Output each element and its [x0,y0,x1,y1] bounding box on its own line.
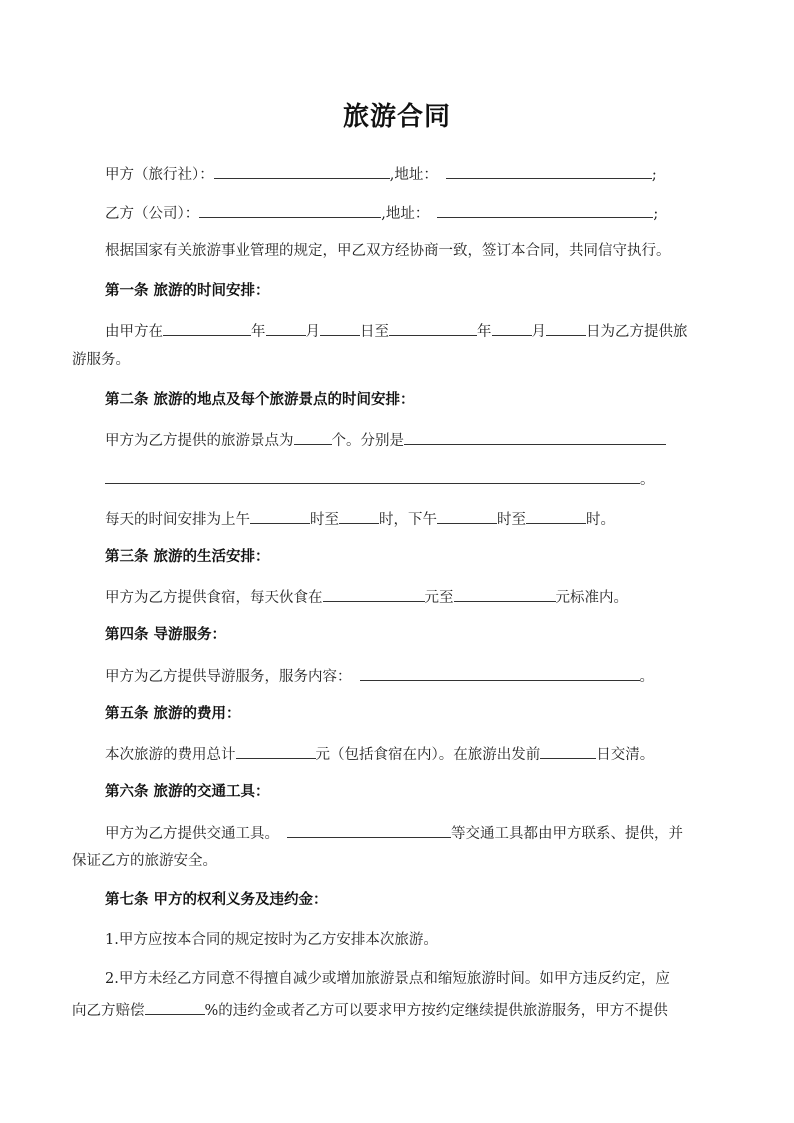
total-fee-blank[interactable] [236,743,316,759]
meal-max-blank[interactable] [454,586,556,602]
article-7-item-2: 2.甲方未经乙方同意不得擅自减少或增加旅游景点和缩短旅游时间。如甲方违反约定，应 [105,971,670,987]
article-6-text: 甲方为乙方提供交通工具。 等交通工具都由甲方联系、提供，并 [105,822,755,844]
guide-service-blank[interactable] [360,665,640,681]
article-1-heading: 第一条 旅游的时间安排： [105,282,270,299]
start-day-blank[interactable] [320,320,360,336]
am-end-blank[interactable] [339,508,379,524]
spots-list-blank-2[interactable] [105,468,640,484]
article-4-text: 甲方为乙方提供导游服务，服务内容： 。 [105,665,755,687]
article-7-item-2-cont: 向乙方赔偿 %的违约金或者乙方可以要求甲方按约定继续提供旅游服务，甲方不提供 [72,999,722,1021]
party-b-line: 乙方（公司）： ,地址： ; [105,202,755,224]
party-a-line: 甲方（旅行社）： ,地址： ; [105,163,755,185]
meal-min-blank[interactable] [323,586,425,602]
start-year-blank[interactable] [163,320,251,336]
article-7-heading: 第七条 甲方的权利义务及违约金： [105,891,328,908]
article-2-heading: 第二条 旅游的地点及每个旅游景点的时间安排： [105,391,415,408]
article-3-heading: 第三条 旅游的生活安排： [105,548,270,565]
pm-end-blank[interactable] [526,508,586,524]
am-start-blank[interactable] [250,508,310,524]
start-month-blank[interactable] [266,320,306,336]
article-6-heading: 第六条 旅游的交通工具： [105,783,270,800]
party-a-name-blank[interactable] [214,163,390,179]
article-2-schedule: 每天的时间安排为上午 时至 时，下午 时至 时。 [105,508,755,530]
article-6-text-cont: 保证乙方的旅游安全。 [72,853,217,869]
payment-days-blank[interactable] [540,743,596,759]
end-day-blank[interactable] [546,320,586,336]
spot-count-blank[interactable] [294,429,332,445]
article-4-heading: 第四条 导游服务： [105,626,227,643]
spots-list-blank[interactable] [404,429,666,445]
end-year-blank[interactable] [389,320,477,336]
preamble: 根据国家有关旅游事业管理的规定，甲乙双方经协商一致，签订本合同，共同信守执行。 [105,243,671,259]
party-a-address-blank[interactable] [446,163,652,179]
party-b-name-blank[interactable] [199,202,381,218]
party-b-address-blank[interactable] [437,202,653,218]
article-2-text: 甲方为乙方提供的旅游景点为 个。分别是 [105,429,755,451]
document-title: 旅游合同 [342,102,451,132]
article-1-text: 由甲方在 年 月 日至 年 月 日为乙方提供旅 [105,320,755,342]
article-5-heading: 第五条 旅游的费用： [105,705,241,722]
article-5-text: 本次旅游的费用总计 元（包括食宿在内）。在旅游出发前 日交清。 [105,743,755,765]
pm-start-blank[interactable] [437,508,497,524]
article-7-item-1: 1.甲方应按本合同的规定按时为乙方安排本次旅游。 [105,932,438,948]
transport-blank[interactable] [287,822,451,838]
end-month-blank[interactable] [492,320,532,336]
article-1-text-cont: 游服务。 [72,352,130,368]
article-3-text: 甲方为乙方提供食宿，每天伙食在 元至 元标准内。 [105,586,755,608]
article-2-text-cont: 。 [105,468,755,490]
penalty-percent-blank[interactable] [145,999,205,1015]
